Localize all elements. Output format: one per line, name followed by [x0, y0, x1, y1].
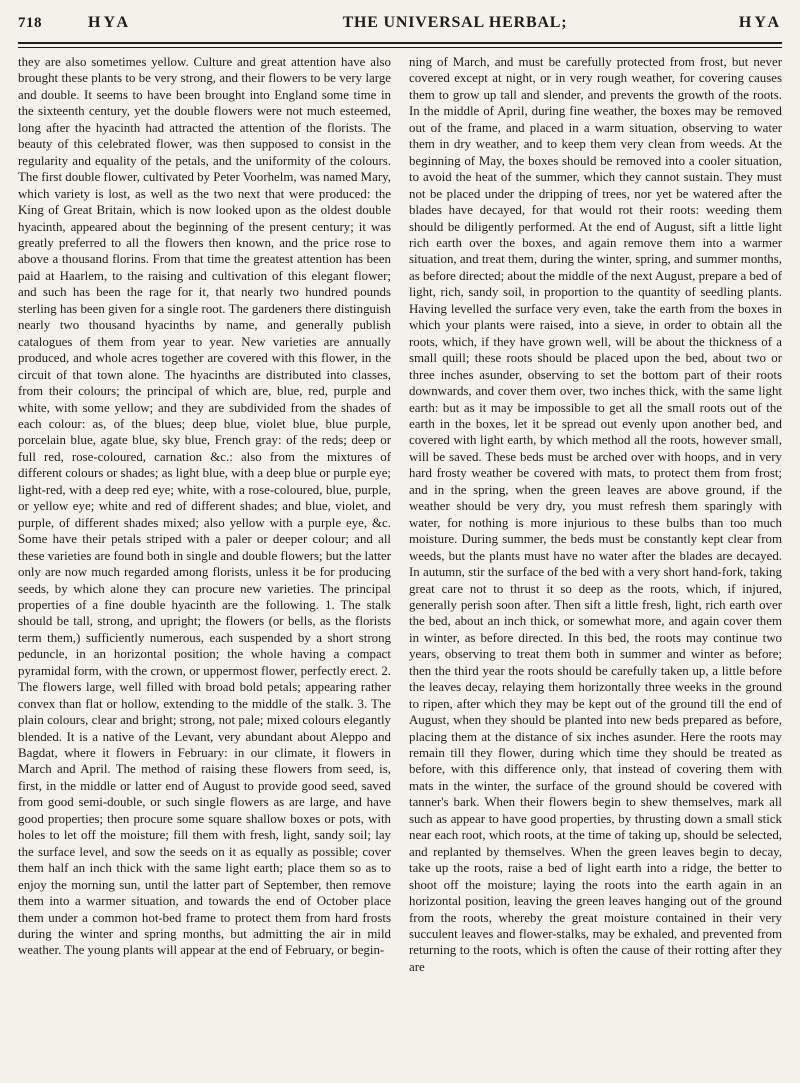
right-column-text: ning of March, and must be carefully protected from frost, but never covered except at night, or in very rough weather, for covering causes them to grow up tall and slender, and prevents the growth of the roots. In the middle of April, during fine weather, the boxes may be removed out of the frame, and placed in a warm situation, observing to water them in dry weather, and to keep them very clean from weeds. At the beginning of May, the boxes should be removed into a cooler situation, to avoid the heat of the summer, which they cannot sustain. They must not be placed under the dripping of trees, nor yet be watered after the blades have decayed, for that would rot their roots: weeding them should be diligently performed. At the end of August, sift a little light rich earth over the boxes, and again remove them into a warmer situation, and treat them, during the winter, spring, and summer months, as before directed; about the middle of the next August, prepare a bed of light, rich, sandy soil, in proportion to the quantity of seedling plants. Having levelled the surface very even, take the earth from the boxes in which your plants were raised, into a sieve, in order to obtain all the roots, which, if they have grown well, will be about the thickness of a small quill; these roots should be placed upon the bed, about two or three inches asunder, observing to set the bottom part of their roots downwards, and cover them over, two inches thick, with the same light earth: but as it may be impossible to get all the small roots out of the earth in the boxes, let it be spread out evenly upon another bed, and covered with light earth, by which method all the roots, however small, will be saved. These beds must be arched over with hoops, and in very hard frosty weather be covered with mats, to protect them from frost; and in the spring, when the green leaves are above ground, if the weather should be very dry, you must refresh them sparingly with water, for nothing is more injurious to these bulbs than too much moisture. During summer, the beds must be constantly kept clear from weeds, but the plants must have no water after the blades are decayed. In autumn, stir the surface of the bed with a very short hand-fork, taking great care not to thrust it so deep as the roots, which, if injured, generally perish soon after. Then sift a little fresh, light, rich earth over the bed, about an inch thick, or somewhat more, and again cover them in winter, as before directed. In this bed, the roots may continue two years, observing to treat them both in summer and winter as before; then the third year the roots should be carefully taken up, a little before the leaves decay, relaying them horizontally three weeks in the ground to ripen, after which they may be kept out of the ground till the end of August, when they should be planted into new beds prepared as before, placing them at the distance of six inches asunder. Here the roots may remain till they flower, during which time they should be treated as before, with this difference only, that instead of covering them with mats in the winter, the surface of the ground should be covered with tanner's bark. When their flowers begin to shew themselves, mark all such as appear to have good properties, by thrusting down a small stick near each root, which roots, at the time of taking up, should be selected, and replanted by themselves. When the green leaves begin to decay, take up the roots, raise a bed of light earth into a ridge, the better to shoot off the moisture; laying the roots into the earth again in an horizontal position, leaving the green leaves hanging out of the ground from the roots, whereby the great moisture contained in their very succulent leaves and flower-stalks, may be exhaled, and prevented from returning to the roots, which is often the cause of their rotting after they are — [409, 55, 782, 974]
running-header — [18, 14, 782, 40]
running-title: THE UNIVERSAL HERBAL; — [342, 14, 568, 31]
left-column — [18, 54, 391, 1066]
header-left-word: HYA — [88, 14, 132, 31]
book-page — [18, 14, 782, 1072]
header-right-word: HYA — [738, 14, 782, 31]
right-column — [409, 54, 782, 1066]
left-column-text: they are also sometimes yellow. Culture and great attention have also brought these plants to be very strong, and their flowers to be very large and double. It seems to have been brought into England some time in the sixteenth century, yet the double flowers were not much esteemed, long after the hyacinth had attracted the attention of the florists. The beauty of this celebrated flower, was then supposed to consist in the regularity and equality of the petals, and the uniformity of the colours. The first double flower, cultivated by Peter Voorhelm, was named Mary, which variety is lost, as well as the two next that were produced: the King of Great Britain, which is now looked upon as the oldest double hyacinth, appeared about the beginning of the present century; it was greatly preferred to all the flowers then known, and the price rose to above a thousand florins. From that time the greatest attention has been paid at Haarlem, to the raising and cultivation of this elegant flower; and such has been the rage for it, that nearly two hundred pounds sterling has been given for a single root. The gardeners there distinguish nearly two thousand hyacinths by name, and generally publish catalogues of them from year to year. New varieties are annually produced, and whole acres together are covered with this flower, in the circuit of that town alone. The hyacinths are distributed into classes, from their colours; the principal of which are, blue, red, purple and white, with some yellow; and they are subdivided from the shades of each colour: as, of the blues; deep blue, violet blue, blue purple, porcelain blue, agate blue, sky blue, French gray: of the reds; deep or full red, rose-coloured, carnation &c.: also from the mixtures of different colours or shades; as light blue, with a deep blue or purple eye; light-red, with a deep red eye; white, with a rose-coloured, blue, purple, or yellow eye; white and red of different shades; and blue, violet, and purple, of different shades mixed; also yellow with a purple eye, &c. Some have their petals striped with a paler or deeper colour; and all these varieties are found both in single and double flowers; but the latter only are now much regarded among florists, unless it be for producing seeds, by which alone they can procure new varieties. The principal properties of a fine double hyacinth are the following. 1. The stalk should be tall, strong, and upright; the flowers (or bells, as the florists term them,) sufficiently numerous, each suspended by a short strong peduncle, in an horizontal position; the whole having a compact pyramidal form, with the crown, or uppermost flower, perfectly erect. 2. The flowers large, well filled with broad bold petals; appearing rather convex than flat or hollow, extending to the middle of the stalk. 3. The plain colours, clear and bright; strong, not pale; mixed colours elegantly blended. It is a native of the Levant, very abundant about Aleppo and Bagdat, where it flowers in February: in our climate, it flowers in March and April. The method of raising these flowers from seed, is, first, in the middle or latter end of August to provide good seed, saved from good semi-double, or such single flowers as are large, and have good properties; then procure some square shallow boxes or pots, with holes to let off the moisture; fill them with fresh, light, sandy soil; lay the surface level, and sow the seeds on it as equally as possible; cover them half an inch thick with the same light earth; place them so as to enjoy the morning sun, until the latter part of September, then remove them into a warmer situation, and towards the end of October place them under a common hot-bed frame to protect them from hard frosts during the winter and spring months, but admitting the air in mild weather. The young plants will appear at the end of February, or begin- — [18, 55, 391, 958]
text-columns — [18, 54, 782, 1066]
page-number: 718 — [18, 15, 42, 31]
header-rule — [18, 42, 782, 48]
